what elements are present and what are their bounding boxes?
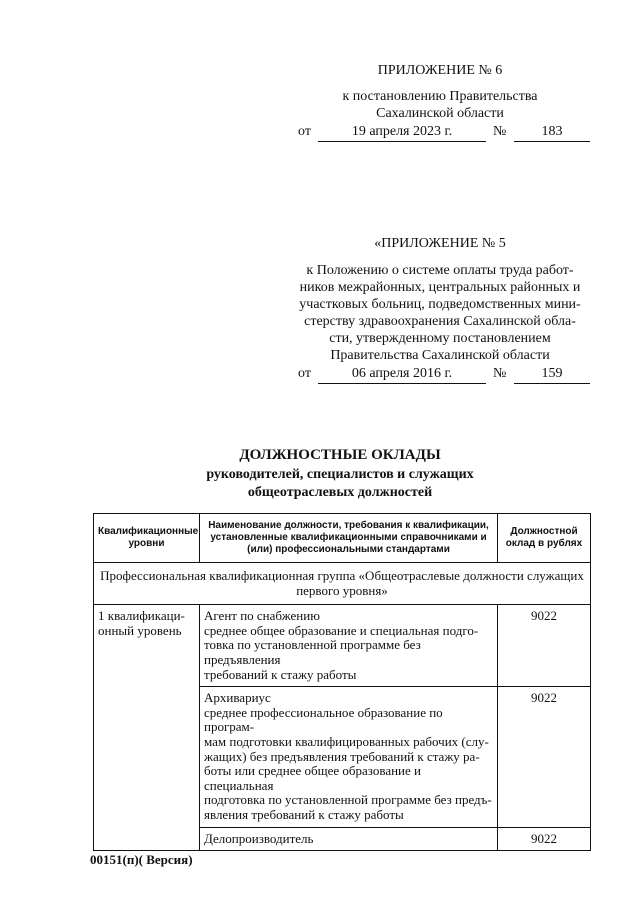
table-header-row — [94, 514, 591, 563]
salary-value: 9022 — [498, 827, 591, 851]
appendix6-line2: Сахалинской области — [376, 106, 504, 121]
salary-value: 9022 — [498, 605, 591, 687]
position-requirements: среднее общее образование и специальная подго- товка по установленной программе без предъявления требований к стажу работы — [204, 622, 479, 682]
table-row — [94, 605, 591, 687]
position-name: Архивариус — [204, 690, 271, 706]
header-qualification-levels: Квалификационные уровни — [94, 514, 200, 563]
qualification-level: 1 квалификаци- онный уровень — [94, 605, 200, 851]
position-cell — [200, 605, 498, 687]
appendix6-no-sign: № — [493, 124, 507, 139]
appendix5-title: «ПРИЛОЖЕНИЕ № 5 — [374, 236, 506, 251]
position-name: Делопроизводитель — [204, 830, 314, 846]
position-requirements: среднее профессиональное образование по програм- мам подготовки квалифицированных рабочих (слу- жащих) без предъявления требований к стажу ра- боты или среднее общее образование и специальная подготовка по установленной программе без предъ- явления требований к стажу работы — [204, 704, 492, 822]
position-cell — [200, 827, 498, 851]
appendix6-title: ПРИЛОЖЕНИЕ № 6 — [377, 63, 503, 78]
position-cell — [200, 687, 498, 827]
heading-subtitle-2: общеотраслевых должностей — [247, 485, 433, 500]
appendix5-date-line — [298, 366, 592, 384]
heading-subtitle-1: руководителей, специалистов и служащих — [206, 467, 474, 482]
heading-title: ДОЛЖНОСТНЫЕ ОКЛАДЫ — [239, 447, 441, 463]
appendix6-line1: к постановлению Правительства — [342, 89, 538, 104]
salary-value: 9022 — [498, 687, 591, 827]
appendix6-date-line — [298, 124, 592, 142]
appendix5-number: 159 — [514, 366, 590, 384]
appendix5-from: от — [298, 366, 311, 381]
group-title: Профессиональная квалификационная группа «Общеотраслевые должности служащих первого уровня» — [94, 563, 591, 605]
header-salary: Должностной оклад в рублях — [498, 514, 591, 563]
appendix5-line-2: участковых больниц, подведомственных мини- — [299, 297, 581, 312]
appendix5-line-3: стерству здравоохранения Сахалинской обла- — [304, 314, 576, 329]
footer-code: 00151(п)( Версия) — [90, 852, 193, 867]
header-position-requirements: Наименование должности, требования к квалификации, установленные квалификационными справочниками и (или) профессиональными стандартами — [200, 514, 498, 563]
appendix5-line-5: Правительства Сахалинской области — [330, 348, 550, 363]
appendix6-from: от — [298, 124, 311, 139]
appendix6-number: 183 — [514, 124, 590, 142]
appendix5-no-sign: № — [493, 366, 507, 381]
group-row — [94, 563, 591, 605]
appendix5-line-4: сти, утвержденному постановлением — [329, 331, 551, 346]
salary-table — [93, 513, 591, 851]
appendix5-date: 06 апреля 2016 г. — [318, 366, 486, 384]
appendix5-line-0: к Положению о системе оплаты труда работ- — [306, 263, 574, 278]
appendix5-line-1: ников межрайонных, центральных районных и — [299, 280, 581, 295]
position-name: Агент по снабжению — [204, 608, 320, 624]
appendix6-date: 19 апреля 2023 г. — [318, 124, 486, 142]
